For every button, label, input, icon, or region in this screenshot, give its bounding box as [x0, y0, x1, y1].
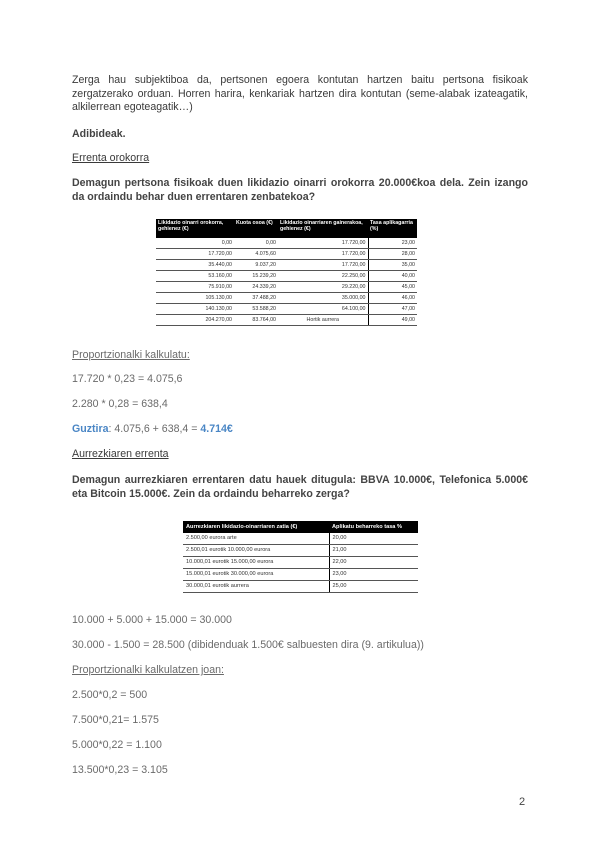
column-header: Likidazio oinarri orokorra, gehienez (€) — [156, 219, 234, 238]
table-cell: 21,00 — [329, 545, 418, 557]
total-label: Guztira — [72, 423, 109, 435]
column-header: Kuota osoa (€) — [234, 219, 278, 238]
table-cell: 45,00 — [368, 282, 417, 293]
table-cell: 40,00 — [368, 271, 417, 282]
table-cell: 35.440,00 — [156, 260, 234, 271]
table-cell: 22.250,00 — [278, 271, 368, 282]
table-header-row — [156, 219, 417, 238]
table-row — [183, 581, 418, 593]
intro-paragraph: Zerga hau subjektiboa da, pertsonen egoera kontutan hartzen baitu pertsona fisikoak zergatzerako orduan. Horren harira, kenkariak hartzen dira kontutan (seme-alabak izateagatik, alkilerrean egoteagatik…) — [72, 74, 528, 113]
table-row — [183, 533, 418, 545]
total-line — [72, 423, 528, 437]
table-cell: 15.000,01 eurotik 30.000,00 eurora — [183, 569, 329, 581]
column-header: Tasa aplikagarria (%) — [368, 219, 417, 238]
table-row — [183, 545, 418, 557]
table-header-row — [183, 521, 418, 533]
calc-line: 5.000*0,22 = 1.100 — [72, 739, 162, 751]
column-header: Aplikatu beharreko tasa % — [329, 521, 418, 533]
table-cell: 17.720,00 — [278, 238, 368, 249]
income-tax-table — [156, 219, 417, 326]
table-cell: 64.100,00 — [278, 304, 368, 315]
table-cell: 53.160,00 — [156, 271, 234, 282]
table-cell: 105.130,00 — [156, 293, 234, 304]
table-cell: 83.764,00 — [234, 315, 278, 326]
table-cell: 35,00 — [368, 260, 417, 271]
table-cell: 0,00 — [234, 238, 278, 249]
table-row — [156, 282, 417, 293]
sum-line: 10.000 + 5.000 + 15.000 = 30.000 — [72, 614, 232, 626]
calc-line: 13.500*0,23 = 3.105 — [72, 764, 168, 776]
total-expression: : 4.075,6 + 638,4 = — [108, 423, 201, 435]
table-cell: 9.037,20 — [234, 260, 278, 271]
page-number: 2 — [519, 796, 526, 808]
table-cell: 20,00 — [329, 533, 418, 545]
examples-heading: Adibideak. — [72, 128, 126, 140]
table-cell: 37.488,20 — [234, 293, 278, 304]
table-row — [156, 249, 417, 260]
table-cell: 2.500,01 eurotik 10.000,00 eurora — [183, 545, 329, 557]
table-cell: 30.000,01 eurotik aurrera — [183, 581, 329, 593]
table-cell: 29.220,00 — [278, 282, 368, 293]
table-cell: 0,00 — [156, 238, 234, 249]
section2-question: Demagun aurrezkiaren errentaren datu hauek ditugula: BBVA 10.000€, Telefonica 5.000€ eta Bitcoin 15.000€. Zein da ordaindu beharreko zerga? — [72, 474, 528, 500]
table-cell: 2.500,00 eurora arte — [183, 533, 329, 545]
savings-tax-table — [183, 521, 418, 593]
table-row — [156, 260, 417, 271]
table-cell: 22,00 — [329, 557, 418, 569]
exempt-line: 30.000 - 1.500 = 28.500 (dibidenduak 1.500€ salbuesten dira (9. artikulua)) — [72, 639, 424, 651]
calc-line: 7.500*0,21= 1.575 — [72, 714, 159, 726]
table-cell: 140.130,00 — [156, 304, 234, 315]
calc-line: 2.500*0,2 = 500 — [72, 689, 148, 701]
table-row — [183, 569, 418, 581]
section1-heading: Errenta orokorra — [72, 152, 150, 164]
section2-calc-heading: Proportzionalki kalkulatzen joan: — [72, 664, 224, 676]
table-row — [156, 315, 417, 326]
table-row — [183, 557, 418, 569]
column-header: Likidazio oinarriaren gainerakoa, gehienez (€) — [278, 219, 368, 238]
table-cell: 49,00 — [368, 315, 417, 326]
table-cell: Hortik aurrera — [278, 315, 368, 326]
table-cell: 4.075,60 — [234, 249, 278, 260]
total-value: 4.714€ — [200, 423, 233, 435]
table-cell: 17.720,00 — [278, 249, 368, 260]
section1-question: Demagun pertsona fisikoak duen likidazio oinarri orokorra 20.000€koa dela. Zein izango da ordaindu behar duen errentaren zenbatekoa? — [72, 177, 528, 203]
section1-calc-heading: Proportzionalki kalkulatu: — [72, 349, 190, 361]
table-row — [156, 304, 417, 315]
table-cell: 25,00 — [329, 581, 418, 593]
table-cell: 23,00 — [329, 569, 418, 581]
table-cell: 17.720,00 — [278, 260, 368, 271]
table-cell: 23,00 — [368, 238, 417, 249]
column-header: Aurrezkiaren likidazio-oinarriaren zatia (€) — [183, 521, 329, 533]
table-cell: 204.270,00 — [156, 315, 234, 326]
table-cell: 47,00 — [368, 304, 417, 315]
table-cell: 10.000,01 eurotik 15.000,00 eurora — [183, 557, 329, 569]
table-row — [156, 293, 417, 304]
table-cell: 53.588,20 — [234, 304, 278, 315]
table-row — [156, 238, 417, 249]
calc-line: 17.720 * 0,23 = 4.075,6 — [72, 373, 183, 385]
table-cell: 17.720,00 — [156, 249, 234, 260]
table-cell: 75.910,00 — [156, 282, 234, 293]
table-row — [156, 271, 417, 282]
table-cell: 28,00 — [368, 249, 417, 260]
calc-line: 2.280 * 0,28 = 638,4 — [72, 398, 168, 410]
table-cell: 35.000,00 — [278, 293, 368, 304]
table-cell: 24.339,20 — [234, 282, 278, 293]
section2-heading: Aurrezkiaren errenta — [72, 448, 169, 460]
table-cell: 15.239,20 — [234, 271, 278, 282]
table-cell: 46,00 — [368, 293, 417, 304]
